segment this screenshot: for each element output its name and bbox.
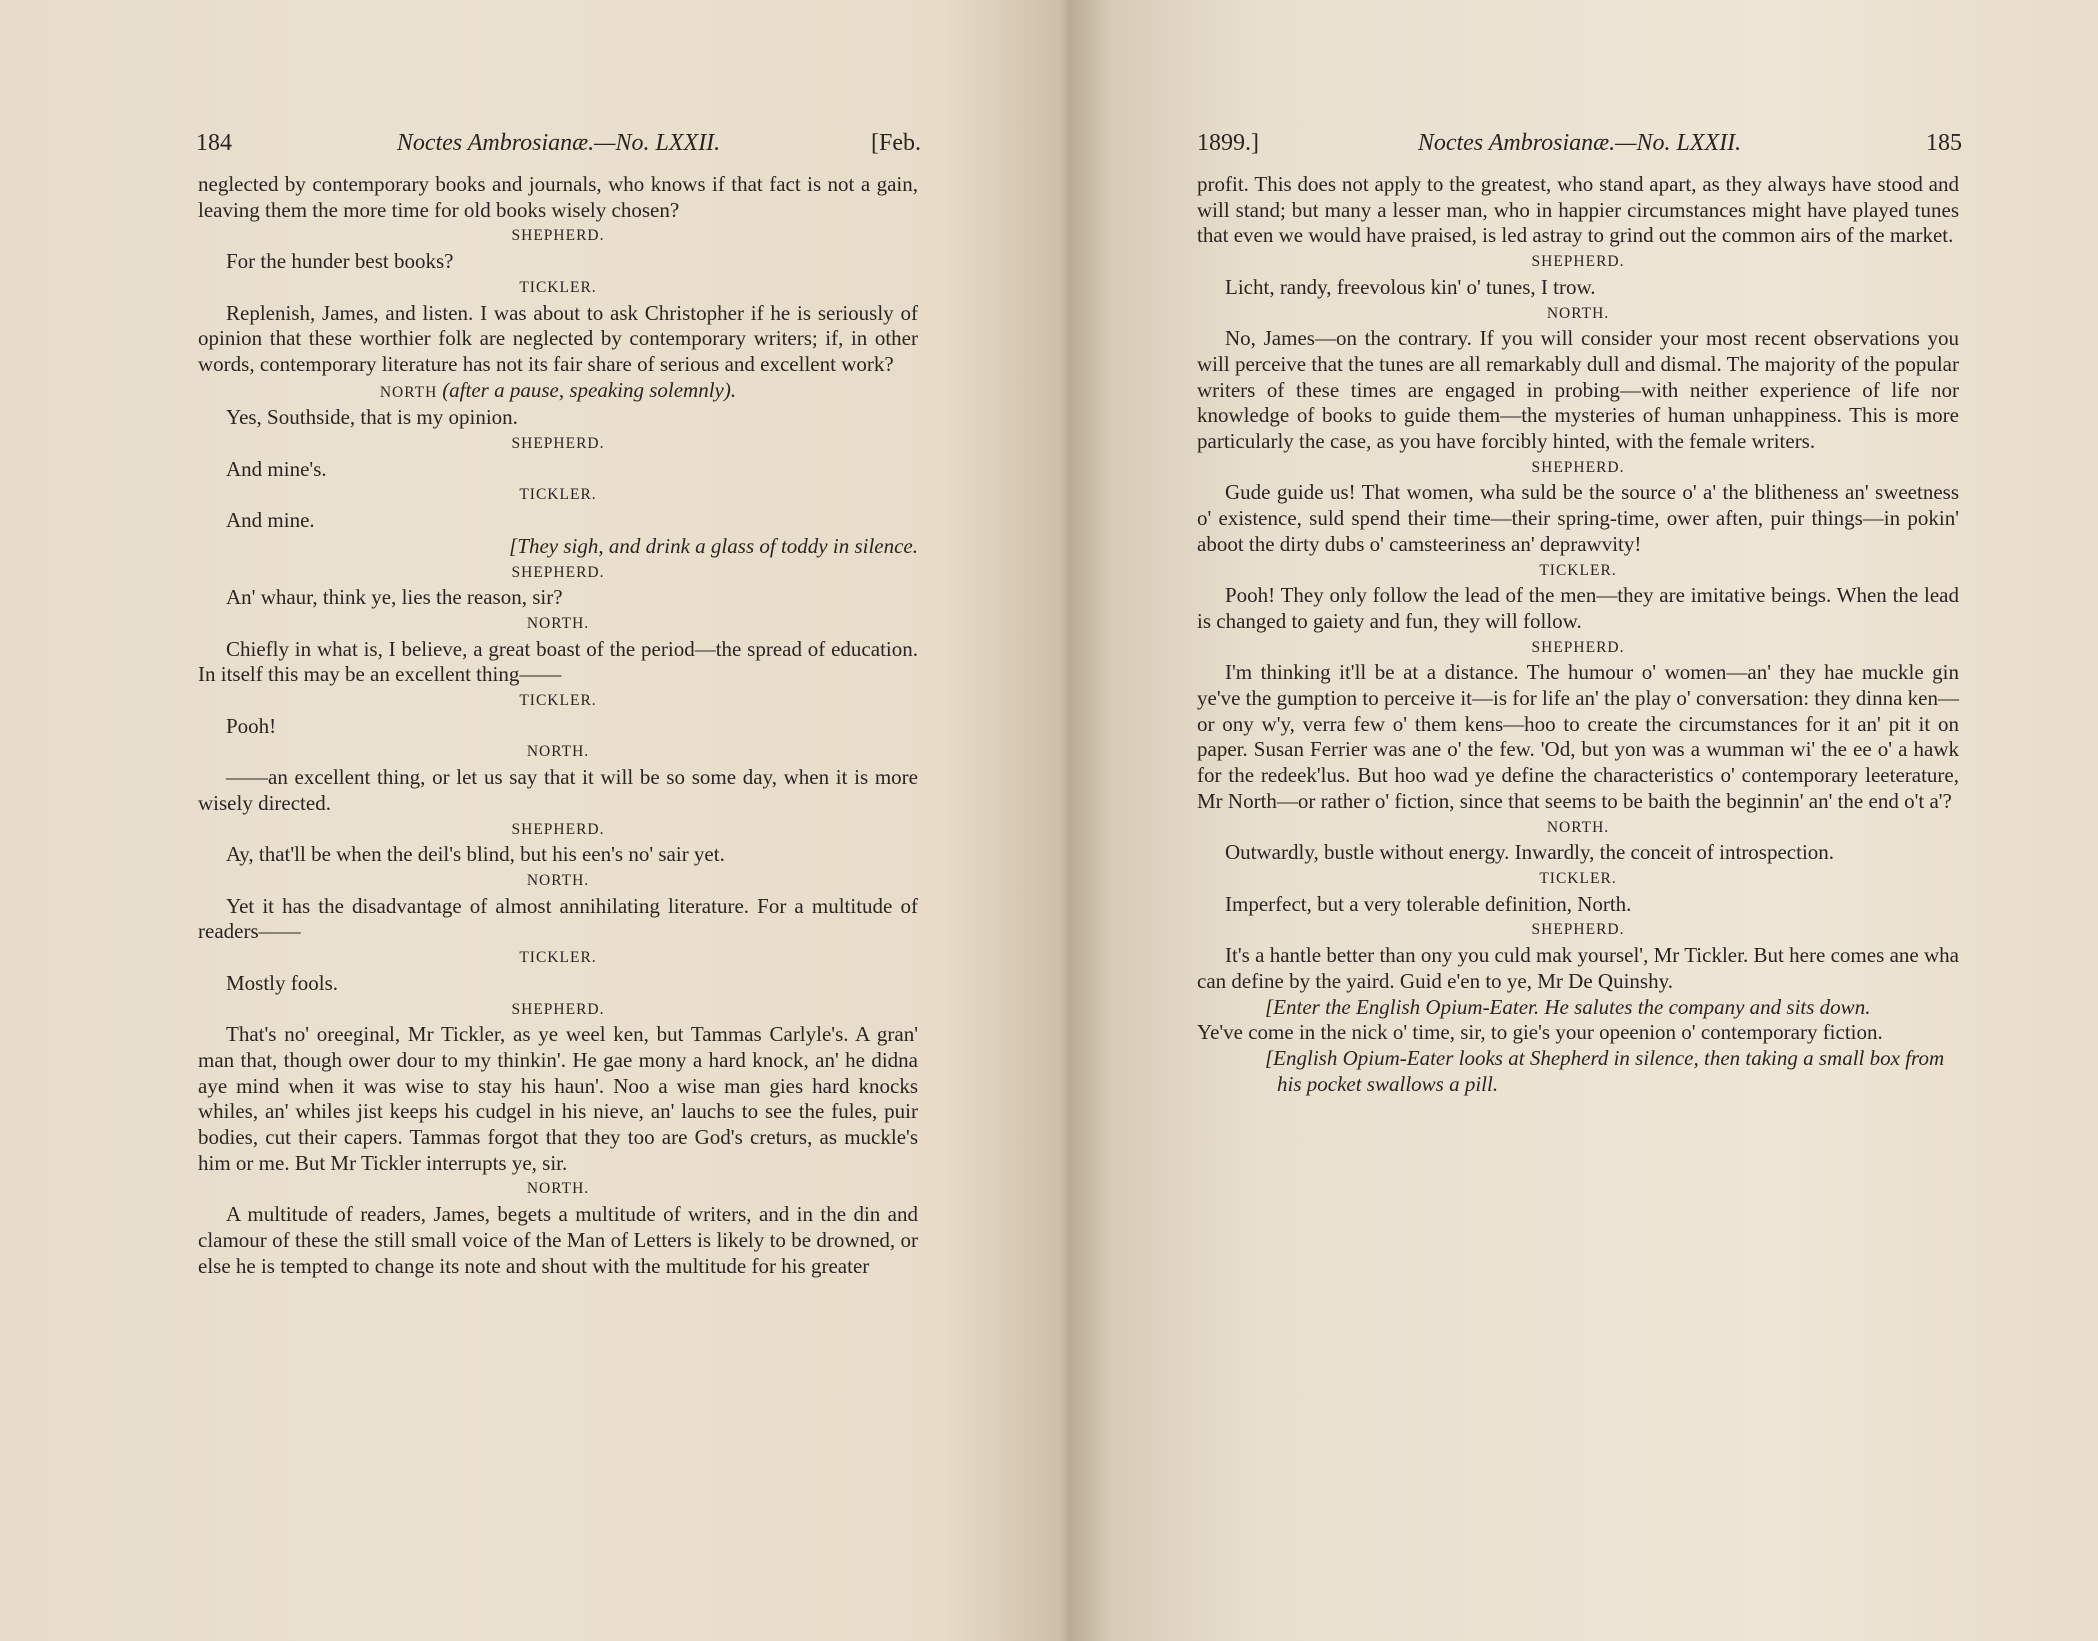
dialogue-paragraph: It's a hantle better than ony you culd mak yoursel', Mr Tickler. But here comes ane wha can define by the yaird. Guid e'en to ye, Mr De Quinshy. bbox=[1197, 943, 1959, 993]
speaker-name: SHEPHERD. bbox=[1531, 921, 1625, 939]
stage-direction: [They sigh, and drink a glass of toddy in silence. bbox=[509, 533, 918, 558]
speaker-label: NORTH bbox=[379, 383, 438, 401]
speaker-name: NORTH. bbox=[1546, 818, 1610, 836]
page-number: 184 bbox=[196, 130, 232, 156]
dialogue-paragraph: Pooh! bbox=[226, 713, 277, 738]
speaker-name: SHEPHERD. bbox=[511, 227, 605, 245]
speaker-name: TICKLER. bbox=[519, 278, 597, 296]
running-head-right bbox=[1197, 126, 1962, 160]
running-title: Noctes Ambrosianæ.—No. LXXII. bbox=[1417, 130, 1742, 156]
right-page-text bbox=[1197, 172, 1959, 1097]
speaker-name: NORTH. bbox=[526, 871, 590, 889]
dialogue-paragraph: For the hunder best books? bbox=[226, 249, 454, 274]
speaker-name: SHEPHERD. bbox=[1531, 458, 1625, 476]
speaker-name: SHEPHERD. bbox=[511, 563, 605, 581]
dialogue-paragraph: A multitude of readers, James, begets a multitude of writers, and in the din and clamour of these the still small voice of the Man of Letters is likely to be drowned, or else he is tempted to change its note and shout with the multitude for his greater bbox=[198, 1202, 918, 1278]
dialogue-paragraph: And mine. bbox=[226, 508, 315, 533]
dialogue-paragraph: Licht, randy, freevolous kin' o' tunes, I trow. bbox=[1225, 274, 1596, 299]
dialogue-paragraph: Ay, that'll be when the deil's blind, but his een's no' sair yet. bbox=[226, 842, 725, 867]
speaker-name: NORTH. bbox=[526, 1180, 590, 1198]
page-number: 185 bbox=[1926, 130, 1962, 156]
speaker-name: TICKLER. bbox=[1539, 869, 1617, 887]
speaker-name: TICKLER. bbox=[519, 486, 597, 504]
dialogue-paragraph: Gude guide us! That women, wha suld be the source o' a' the blitheness an' sweetness o' existence, suld spend their time—their spring-time, ower aften, puir things—in pokin' aboot the dirty dubs o' camsteeriness an' deprawvity! bbox=[1197, 480, 1959, 556]
speaker-name: NORTH. bbox=[526, 743, 590, 761]
speaker-name: TICKLER. bbox=[519, 692, 597, 710]
dialogue-paragraph: An' whaur, think ye, lies the reason, sir? bbox=[226, 585, 563, 610]
dialogue-paragraph: Imperfect, but a very tolerable definition, North. bbox=[1225, 891, 1632, 916]
speaker-name bbox=[198, 378, 918, 406]
dialogue-paragraph: neglected by contemporary books and journals, who knows if that fact is not a gain, leaving them the more time for old books wisely chosen? bbox=[198, 172, 918, 222]
stage-direction: [Enter the English Opium-Eater. He salutes the company and sits down. bbox=[1265, 994, 1871, 1019]
dialogue-paragraph: Chiefly in what is, I believe, a great boast of the period—the spread of education. In itself this may be an excellent thing—— bbox=[198, 636, 918, 687]
dialogue-paragraph: ——an excellent thing, or let us say that it will be so some day, when it is more wisely directed. bbox=[198, 765, 918, 815]
speaker-name: TICKLER. bbox=[1539, 561, 1617, 579]
stage-direction: (after a pause, speaking solemnly). bbox=[442, 377, 737, 402]
running-date: 1899.] bbox=[1197, 130, 1259, 156]
dialogue-paragraph: Replenish, James, and listen. I was about to ask Christopher if he is seriously of opinion that these worthier folk are neglected by contemporary writers; if, in other words, contemporary literature has not its fair share of serious and excellent work? bbox=[198, 300, 918, 376]
running-title: Noctes Ambrosianæ.—No. LXXII. bbox=[396, 130, 721, 156]
dialogue-paragraph: Outwardly, bustle without energy. Inwardly, the conceit of introspection. bbox=[1225, 840, 1835, 865]
left-page-text bbox=[198, 172, 918, 1279]
speaker-name: SHEPHERD. bbox=[511, 435, 605, 453]
dialogue-paragraph: Mostly fools. bbox=[226, 970, 339, 995]
dialogue-paragraph: And mine's. bbox=[226, 456, 327, 481]
speaker-name: NORTH. bbox=[526, 614, 590, 632]
dialogue-paragraph: I'm thinking it'll be at a distance. The humour o' women—an' they hae muckle gin ye've the gumption to perceive it—is for life an' the play o' conversation: they dinna ken—or ony w'y, verra few o' them kens—hoo to create the circumstances for it an' pit it on paper. Susan Ferrier was ane o' the few. 'Od, but yon was a wumman wi' the ee o' a hawk for the redeek'lus. But hoo wad ye define the characteristics o' contemporary leeterature, Mr North—or rather o' fiction, since that seems to be baith the beginnin' an' the end o't a'? bbox=[1197, 660, 1959, 813]
speaker-name: TICKLER. bbox=[519, 949, 597, 967]
right-page bbox=[1049, 0, 2098, 1641]
speaker-name: SHEPHERD. bbox=[511, 1000, 605, 1018]
speaker-name: SHEPHERD. bbox=[1531, 638, 1625, 656]
dialogue-paragraph: Yet it has the disadvantage of almost annihilating literature. For a multitude of readers—— bbox=[198, 893, 918, 944]
running-date: [Feb. bbox=[871, 130, 921, 156]
dialogue-paragraph: Pooh! They only follow the lead of the men—they are imitative beings. When the lead is changed to gaiety and fun, they will follow. bbox=[1197, 583, 1959, 633]
speaker-name: NORTH. bbox=[1546, 304, 1610, 322]
dialogue-paragraph: profit. This does not apply to the greatest, who stand apart, as they always have stood and will stand; but many a lesser man, who in happier circumstances might have played tunes that even we would have praised, is led astray to grind out the common airs of the market. bbox=[1197, 172, 1959, 248]
running-head-left bbox=[196, 126, 921, 160]
dialogue-paragraph: Yes, Southside, that is my opinion. bbox=[226, 405, 518, 430]
dialogue-paragraph: No, James—on the contrary. If you will consider your most recent observations you will perceive that the tunes are all remarkably dull and dismal. The majority of the popular writers of these times are engaged in probing—with neither experience of life nor knowledge of books to guide them—the mysteries of human unhappiness. This is more particularly the case, as you have forcibly hinted, with the female writers. bbox=[1197, 326, 1959, 454]
dialogue-paragraph: Ye've come in the nick o' time, sir, to gie's your opeenion o' contemporary fiction. bbox=[1197, 1020, 1883, 1045]
dialogue-paragraph: That's no' oreeginal, Mr Tickler, as ye weel ken, but Tammas Carlyle's. A gran' man that, though ower dour to my thinkin'. He gae mony a hard knock, an' he didna aye mind when it was wise to stay his haun'. Noo a wise man gies hard knocks whiles, an' whiles jist keeps his cudgel in his nieve, an' lauchs to see the fules, puir bodies, cut their capers. Tammas forgot that they too are God's creturs, as muckle's him or me. But Mr Tickler interrupts ye, sir. bbox=[198, 1022, 918, 1175]
speaker-name: SHEPHERD. bbox=[511, 820, 605, 838]
speaker-name: SHEPHERD. bbox=[1531, 253, 1625, 271]
stage-direction: [English Opium-Eater looks at Shepherd in silence, then taking a small box from his pocket swallows a pill. bbox=[1265, 1045, 1945, 1096]
